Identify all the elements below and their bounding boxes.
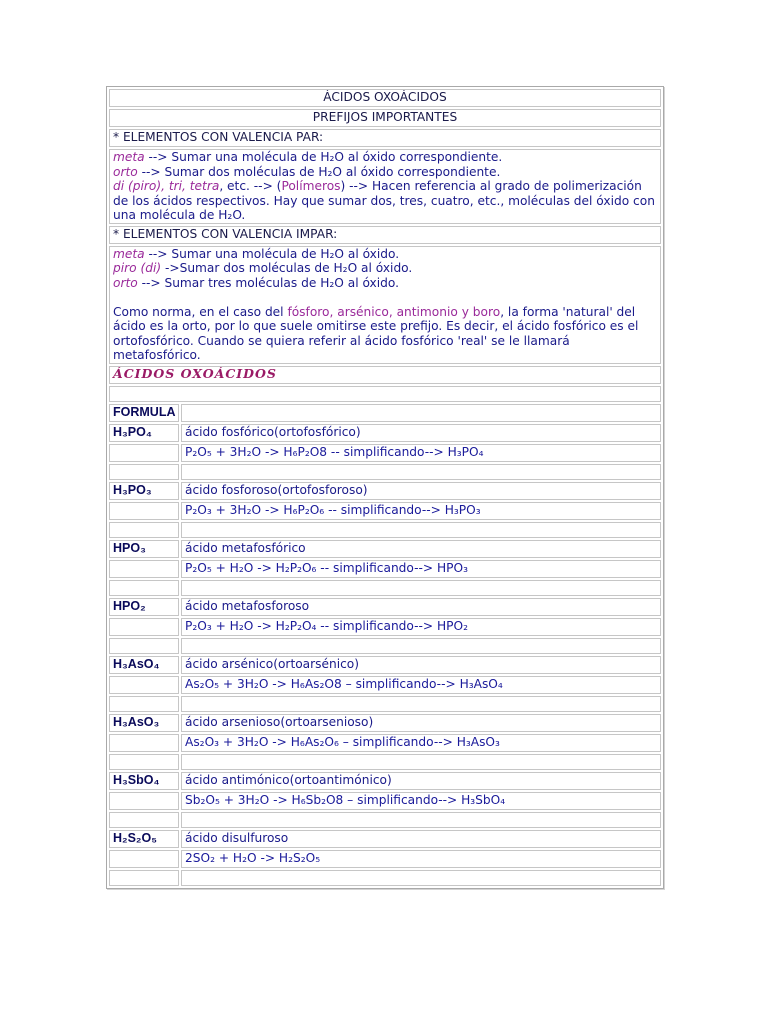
rule-text: --> Sumar tres moléculas de H₂O al óxido. [137,275,399,290]
acid-formula: H₃AsO₃ [109,714,179,732]
acid-equation: Sb₂O₅ + 3H₂O -> H₆Sb₂O8 – simplificando--> H₃SbO₄ [181,792,661,810]
formula-header: FORMULA [109,404,179,422]
rule-text: ) --> Hacen referencia al grado de polimerización de los ácidos respectivos. Hay que sumar dos, tres, cuatro, etc., moléculas del óxido con una molécula de H₂O. [113,179,655,222]
equation-row [109,792,661,810]
empty-cell [181,754,661,770]
acid-row [109,482,661,500]
acid-name: ácido fosforoso(ortofosforoso) [181,482,661,500]
acid-row [109,598,661,616]
acid-name: ácido disulfuroso [181,830,661,848]
equation-row [109,734,661,752]
document-frame [106,86,664,889]
page-title: ÁCIDOS OXOÁCIDOS [109,89,661,107]
acid-name: ácido fosfórico(ortofosfórico) [181,424,661,442]
norm-text: , la forma 'natural' del ácido es la orto, por lo que suele omitirse este prefijo. Es decir, el ácido fosfórico es el ortofosfórico. Cuando se quiera referir al ácido fosfórico 'real' se le llamará metafosfórico. [113,304,639,362]
acid-equation: P₂O₃ + H₂O -> H₂P₂O₄ -- simplificando--> HPO₂ [181,618,661,636]
empty-cell [109,734,179,752]
acid-formula: H₃AsO₄ [109,656,179,674]
acid-equation: As₂O₃ + 3H₂O -> H₆As₂O₆ – simplificando--> H₃AsO₃ [181,734,661,752]
acid-row [109,656,661,674]
empty-cell [181,404,661,422]
empty-cell [109,792,179,810]
empty-cell [109,870,179,886]
rule-text: --> Sumar una molécula de H₂O al óxido. [144,246,400,261]
acids-table [107,87,663,888]
empty-cell [109,812,179,828]
spacer-row [109,870,661,886]
rule-text: --> Sumar dos moléculas de H₂O al óxido correspondiente. [137,164,501,179]
acid-equation: P₂O₅ + 3H₂O -> H₆P₂O8 -- simplificando--> H₃PO₄ [181,444,661,462]
acid-row [109,830,661,848]
empty-cell [109,618,179,636]
empty-cell [181,696,661,712]
norm-text: Como norma, en el caso del [113,304,288,319]
acid-equation: 2SO₂ + H₂O -> H₂S₂O₅ [181,850,661,868]
norm-elements: fósforo, arsénico, antimonio y boro [287,304,501,319]
empty-cell [109,696,179,712]
acid-row [109,772,661,790]
acid-equation: P₂O₅ + H₂O -> H₂P₂O₆ -- simplificando--> HPO₃ [181,560,661,578]
rule-text: ->Sumar dos moléculas de H₂O al óxido. [161,261,413,275]
acid-name: ácido arsenioso(ortoarsenioso) [181,714,661,732]
empty-cell [181,638,661,654]
equation-row [109,618,661,636]
equation-row [109,502,661,520]
spacer-row [109,812,661,828]
spacer-row [109,464,661,480]
spacer-row [109,638,661,654]
spacer-row [109,580,661,596]
empty-cell [109,676,179,694]
empty-cell [109,522,179,538]
equation-row [109,676,661,694]
empty-cell [109,560,179,578]
empty-cell [109,444,179,462]
rule-text: --> Sumar una molécula de H₂O al óxido correspondiente. [144,150,503,164]
empty-cell [109,754,179,770]
page-subtitle: PREFIJOS IMPORTANTES [109,109,661,127]
even-valence-rules [109,149,661,224]
acid-row [109,540,661,558]
equation-row [109,850,661,868]
section-title: ÁCIDOS OXOÁCIDOS [109,366,661,384]
acid-formula: H₃SbO₄ [109,772,179,790]
spacer-row [109,696,661,712]
prefix-piro: piro (di) [113,261,162,275]
prefix-orto: orto [113,275,138,290]
even-valence-header: * ELEMENTOS CON VALENCIA PAR: [109,129,661,147]
acid-formula: H₃PO₃ [109,482,179,500]
empty-cell [181,580,661,596]
equation-row [109,444,661,462]
acid-equation: As₂O₅ + 3H₂O -> H₆As₂O8 – simplificando--> H₃AsO₄ [181,676,661,694]
empty-cell [181,464,661,480]
empty-cell [109,580,179,596]
acid-row [109,424,661,442]
acid-row [109,714,661,732]
equation-row [109,560,661,578]
acid-name: ácido metafosforoso [181,598,661,616]
acid-name: ácido antimónico(ortoantimónico) [181,772,661,790]
acid-formula: H₃PO₄ [109,424,179,442]
spacer-row [109,754,661,770]
odd-valence-rules [109,246,661,364]
prefix-meta: meta [113,150,145,164]
acid-name: ácido metafosfórico [181,540,661,558]
empty-cell [109,386,661,402]
empty-cell [109,850,179,868]
acid-name: ácido arsénico(ortoarsénico) [181,656,661,674]
spacer-row [109,522,661,538]
acid-equation: P₂O₃ + 3H₂O -> H₆P₂O₆ -- simplificando--> H₃PO₃ [181,502,661,520]
rule-text: , etc. --> ( [219,179,282,193]
empty-cell [109,464,179,480]
empty-cell [109,638,179,654]
empty-cell [181,522,661,538]
acid-formula: HPO₂ [109,598,179,616]
acid-formula: HPO₃ [109,540,179,558]
prefix-orto: orto [113,164,138,179]
prefix-meta: meta [113,246,145,261]
prefix-di: di (piro), tri, tetra [113,179,220,193]
odd-valence-header: * ELEMENTOS CON VALENCIA IMPAR: [109,226,661,244]
empty-cell [181,812,661,828]
acid-formula: H₂S₂O₅ [109,830,179,848]
polymers-label: Polímeros [281,179,341,193]
empty-cell [181,870,661,886]
empty-cell [109,502,179,520]
